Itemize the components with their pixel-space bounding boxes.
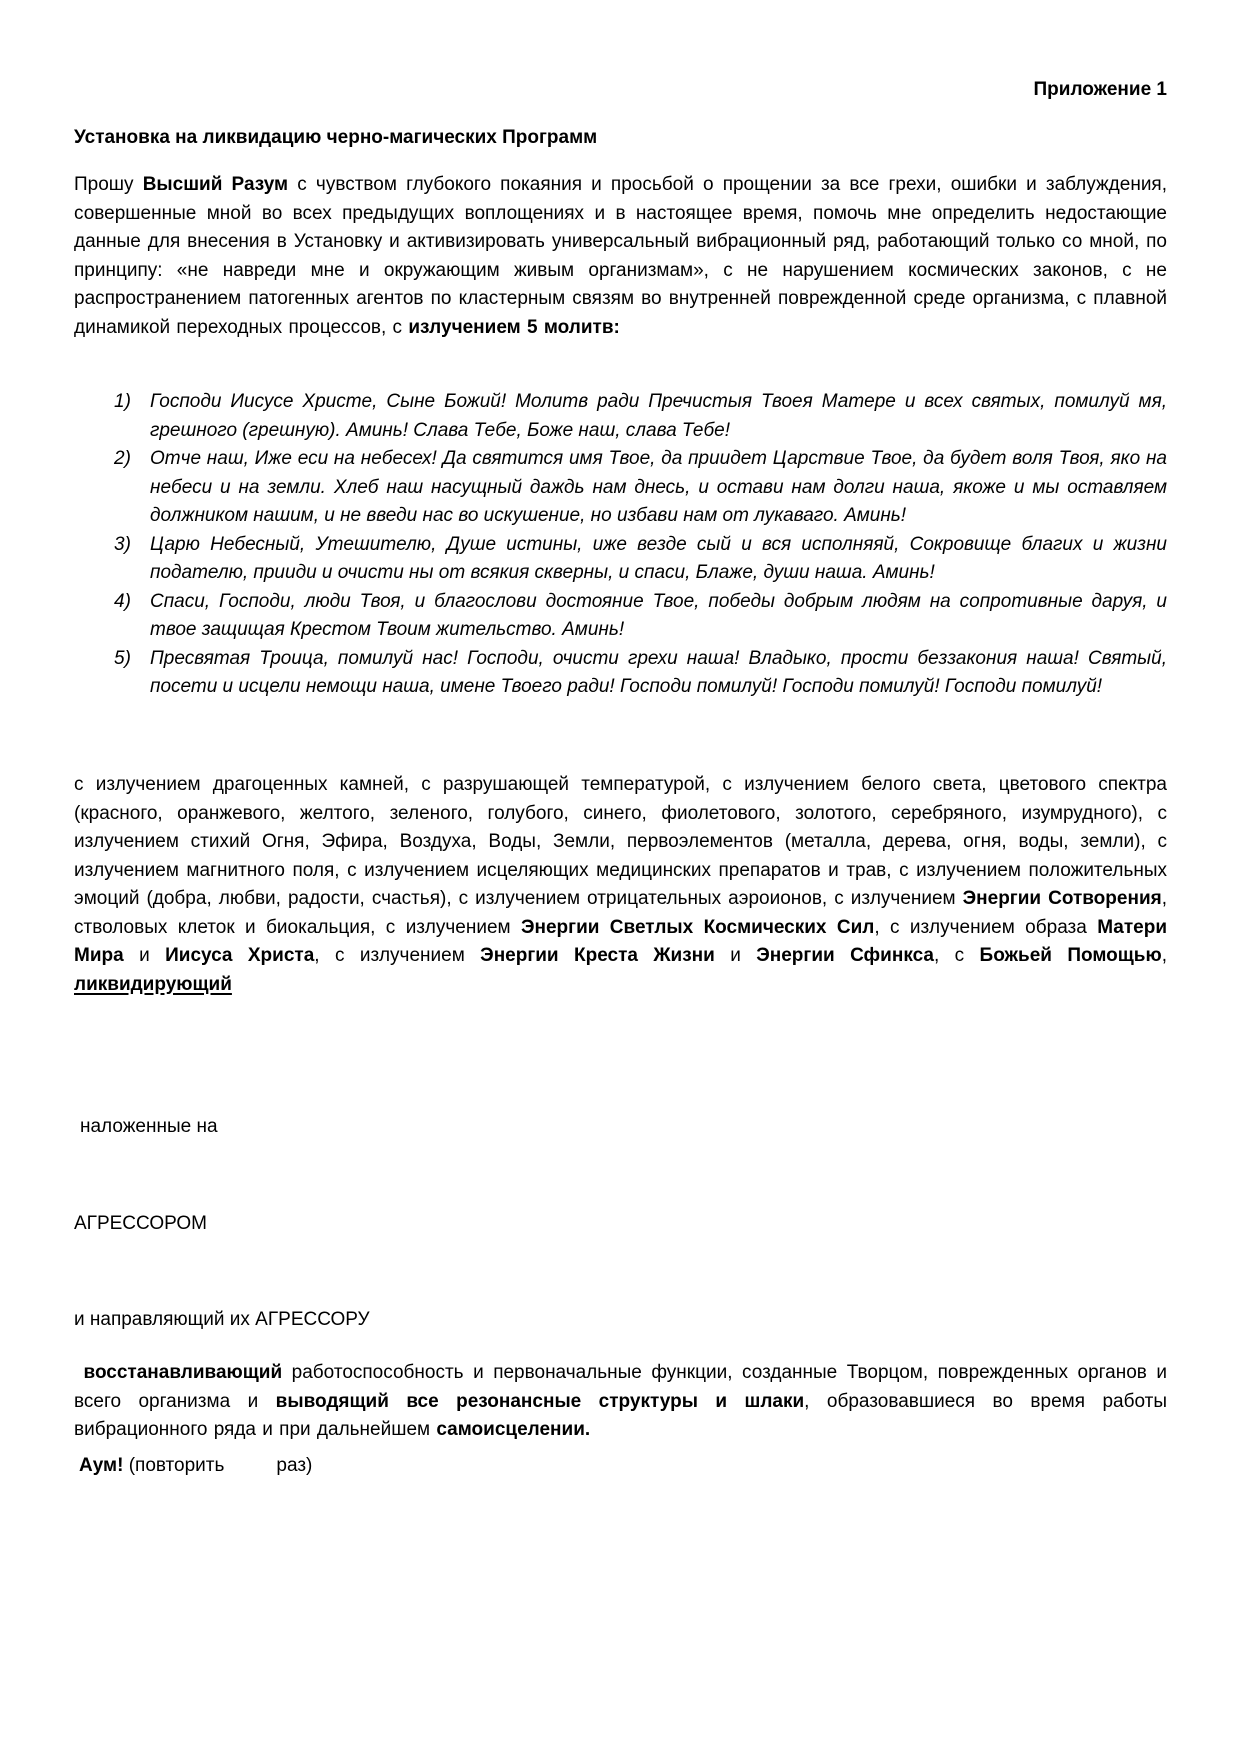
restoring-text: работоспособность и первоначальные функции, созданные Творцом, поврежденных органов и всего организма и	[74, 1362, 1167, 1412]
prayer-text: Спаси, Господи, люди Твоя, и благослови достояние Твое, победы добрым людям на сопротивные даруя, и твое защищая Крестом Твоим жительство. Аминь!	[150, 590, 1167, 640]
liquidating-underlined: ликвидирующий	[74, 973, 232, 995]
emissions-paragraph	[74, 771, 1167, 999]
emissions-bold: Матери Мира	[74, 916, 1168, 966]
emissions-bold: Энергии Креста Жизни	[480, 945, 715, 966]
prayer-number: 1)	[114, 391, 131, 412]
emissions-text: , стволовых клеток и биокальция, с излучением	[74, 888, 1167, 938]
repeat-suffix: раз)	[276, 1455, 313, 1476]
prayer-text: Царю Небесный, Утешителю, Душе истины, иже везде сый и вся исполняяй, Сокровище благих и жизни подателю, прииди и очисти ны от всякия скверны, и спаси, Блаже, души наша. Аминь!	[150, 533, 1167, 583]
prayer-text: Отче наш, Иже еси на небесех! Да святится имя Твое, да приидет Царствие Твое, да будет воля Твоя, яко на небеси и на земли. Хлеб наш насущный даждь нам днесь, и остави нам долги наша, якоже и мы оставляем должником нашим, и не введи нас во искушение, но избави нам от лукаваго. Аминь!	[150, 448, 1167, 526]
aum-word: Аум!	[79, 1455, 124, 1476]
emissions-text: , с	[933, 945, 980, 966]
restoring-bold: восстанавливающий	[83, 1362, 283, 1383]
closing-line	[79, 1452, 312, 1481]
emissions-text: , с излучением образа	[874, 916, 1098, 938]
directing-line: и направляющий их АГРЕССОРУ	[74, 1309, 370, 1330]
prayer-number: 2)	[114, 448, 131, 469]
restoring-bold: самоисцелении.	[436, 1419, 591, 1440]
restoring-bold: выводящий все резонансные структуры и шлаки	[275, 1390, 805, 1412]
emissions-bold: Божьей Помощью	[979, 945, 1162, 966]
prayer-item	[74, 445, 1167, 531]
prayer-list	[74, 388, 1167, 702]
document-title: Установка на ликвидацию черно-магических Программ	[74, 127, 598, 148]
prayer-number: 5)	[114, 647, 131, 669]
prayer-item	[74, 588, 1167, 645]
intro-text-2: с чувством глубокого покаяния и просьбой о прощении за все грехи, ошибки и заблуждения, совершенные мной во всех предыдущих воплощениях и в настоящее время, помочь мне определить недостающие данные для внесения в Установку и активизировать универсальный вибрационный ряд, работающий только со мной, по принципу: «не навреди мне и окружающим живым организмам», с не нарушением космических законов, с не распространением патогенных агентов по кластерным связям во внутренней поврежденной среде организма, с плавной динамикой переходных процессов, с	[74, 174, 1167, 338]
intro-paragraph	[74, 171, 1167, 342]
intro-bold-higher-mind: Высший Разум	[142, 174, 289, 195]
emissions-text: и	[123, 945, 166, 966]
prayer-item	[74, 388, 1167, 445]
aggressor-line: АГРЕССОРОМ	[74, 1213, 207, 1234]
prayer-item	[74, 645, 1167, 702]
emissions-bold: Энергии Сфинкса	[756, 945, 934, 966]
restoring-text: , образовавшиеся во время работы вибрационного ряда и при дальнейшем	[74, 1390, 1167, 1440]
emissions-bold: Энергии Светлых Космических Сил	[520, 916, 875, 938]
emissions-bold: Энергии Сотворения	[962, 888, 1162, 909]
prayer-number: 4)	[114, 590, 131, 612]
emissions-text: , с излучением	[314, 945, 481, 966]
restoring-paragraph	[74, 1359, 1167, 1445]
emissions-text: с излучением драгоценных камней, с разрушающей температурой, с излучением белого света, цветового спектра (красного, оранжевого, желтого, зеленого, голубого, синего, фиолетового, золотого, серебряного, изумрудного), с излучением стихий Огня, Эфира, Воздуха, Воды, Земли, первоэлементов (металла, дерева, огня, воды, земли), с излучением магнитного поля, с излучением исцеляющих медицинских препаратов и трав, с излучением положительных эмоций (добра, любви, радости, счастья), с излучением отрицательных аэроионов, с излучением	[74, 774, 1167, 909]
prayer-item	[74, 531, 1167, 588]
imposed-on-line: наложенные на	[80, 1116, 218, 1137]
intro-text-1: Прошу	[74, 174, 143, 195]
prayer-number: 3)	[114, 533, 131, 555]
emissions-text: и	[714, 945, 757, 966]
prayer-text: Пресвятая Троица, помилуй нас! Господи, очисти грехи наша! Владыко, прости беззакония наша! Святый, посети и исцели немощи наша, имене Твоего ради! Господи помилуй! Господи помилуй! Господи помилуй!	[150, 647, 1167, 697]
prayer-text: Господи Иисусе Христе, Сыне Божий! Молитв ради Пречистыя Твоея Матере и всех святых, помилуй мя, грешного (грешную). Аминь! Слава Тебе, Боже наш, слава Тебе!	[150, 391, 1167, 441]
emissions-bold: Иисуса Христа	[165, 945, 315, 966]
appendix-label: Приложение 1	[1033, 79, 1167, 100]
emissions-text: ,	[1161, 945, 1167, 966]
intro-bold-five-prayers: излучением 5 молитв:	[408, 316, 620, 338]
repeat-prefix: (повторить	[123, 1455, 225, 1476]
